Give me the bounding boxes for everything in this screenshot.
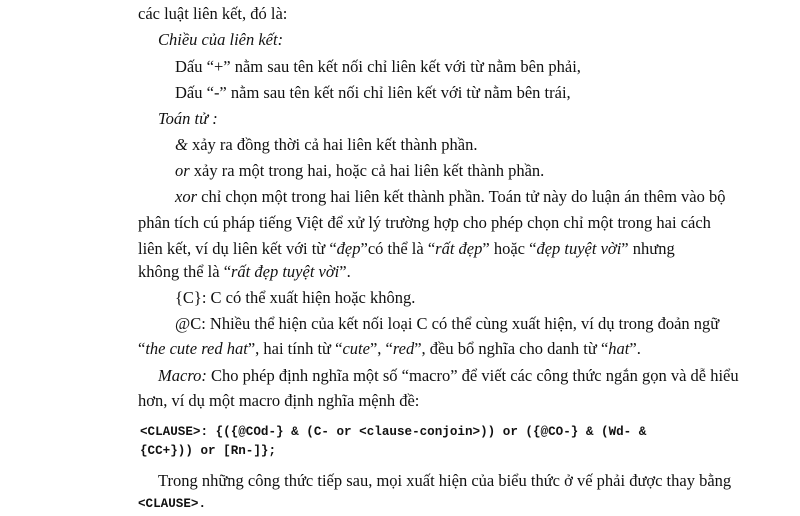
text-line xyxy=(175,161,544,181)
line-text: Cho phép định nghĩa một số “macro” để viết các công thức ngắn gọn và dễ hiểu xyxy=(206,366,739,385)
text-line xyxy=(175,314,719,334)
text-line xyxy=(175,187,726,207)
text-line xyxy=(175,135,477,155)
line-text: Dấu “-” nằm sau tên kết nối chỉ liên kết với từ nằm bên trái, xyxy=(175,83,571,102)
line-text: ”, hai tính từ “ xyxy=(247,339,343,358)
operator-symbol: or xyxy=(175,161,190,180)
line-text: ”có thể là “ xyxy=(360,239,436,258)
example-word: hat xyxy=(608,339,630,358)
code-text: {CC+})) or [Rn-]}; xyxy=(140,444,277,458)
code-line xyxy=(138,494,206,514)
code-line xyxy=(140,422,646,442)
text-line xyxy=(158,471,731,491)
line-text: chỉ chọn một trong hai liên kết thành phần. Toán tử này do luận án thêm vào bộ xyxy=(197,187,726,206)
code-text: <CLAUSE>: {({@COd-} & (C- or <clause-conjoin>)) or ({@CO-} & (Wd- & xyxy=(140,425,647,439)
line-text: ” nhưng xyxy=(621,239,675,258)
line-text: xảy ra đồng thời cả hai liên kết thành phần. xyxy=(187,135,478,154)
line-text: @C: Nhiều thể hiện của kết nối loại C có thể cùng xuất hiện, ví dụ trong đoản ngữ xyxy=(175,314,720,333)
operator-symbol: & xyxy=(175,135,188,154)
text-line xyxy=(175,83,571,103)
line-text: ”. xyxy=(629,339,641,358)
line-text: các luật liên kết, đó là: xyxy=(138,4,288,23)
line-text: ” hoặc “ xyxy=(482,239,537,258)
line-text: {C}: C có thể xuất hiện hoặc không. xyxy=(175,288,416,307)
text-line xyxy=(175,57,581,77)
line-text: ”, đều bổ nghĩa cho danh từ “ xyxy=(414,339,609,358)
text-line xyxy=(138,391,419,411)
example-word: rất đẹp xyxy=(435,239,483,258)
text-line xyxy=(138,4,287,24)
example-word: đẹp xyxy=(336,239,361,258)
text-line xyxy=(138,262,351,282)
line-text: Toán tử : xyxy=(158,109,218,128)
line-text: ”, “ xyxy=(369,339,393,358)
line-text: “ xyxy=(138,339,146,358)
line-text: không thể là “ xyxy=(138,262,232,281)
operator-symbol: xor xyxy=(175,187,197,206)
heading-direction xyxy=(158,30,283,50)
line-text: Trong những công thức tiếp sau, mọi xuất hiện của biểu thức ở vế phải được thay bằng xyxy=(158,471,732,490)
line-text: phân tích cú pháp tiếng Việt để xử lý trường hợp cho phép chọn chỉ một trong hai cách xyxy=(138,213,711,232)
example-word: red xyxy=(392,339,415,358)
example-word: cute xyxy=(342,339,370,358)
heading-operators xyxy=(158,109,218,129)
line-text: liên kết, ví dụ liên kết với từ “ xyxy=(138,239,337,258)
text-line xyxy=(138,239,675,259)
example-word: đẹp tuyệt vời xyxy=(536,239,622,258)
text-line xyxy=(138,213,711,233)
line-text: Dấu “+” nằm sau tên kết nối chỉ liên kết với từ nằm bên phải, xyxy=(175,57,581,76)
code-line xyxy=(140,441,276,461)
macro-label: Macro: xyxy=(158,366,207,385)
text-line xyxy=(138,339,641,359)
example-word: rất đẹp tuyệt vời xyxy=(231,262,340,281)
text-line xyxy=(158,366,739,386)
code-text: <CLAUSE>. xyxy=(138,497,207,511)
line-text: xảy ra một trong hai, hoặc cả hai liên kết thành phần. xyxy=(189,161,545,180)
example-word: the cute red hat xyxy=(145,339,248,358)
line-text: ”. xyxy=(339,262,351,281)
line-text: Chiều của liên kết: xyxy=(158,30,284,49)
text-line xyxy=(175,288,415,308)
line-text: hơn, ví dụ một macro định nghĩa mệnh đề: xyxy=(138,391,420,410)
